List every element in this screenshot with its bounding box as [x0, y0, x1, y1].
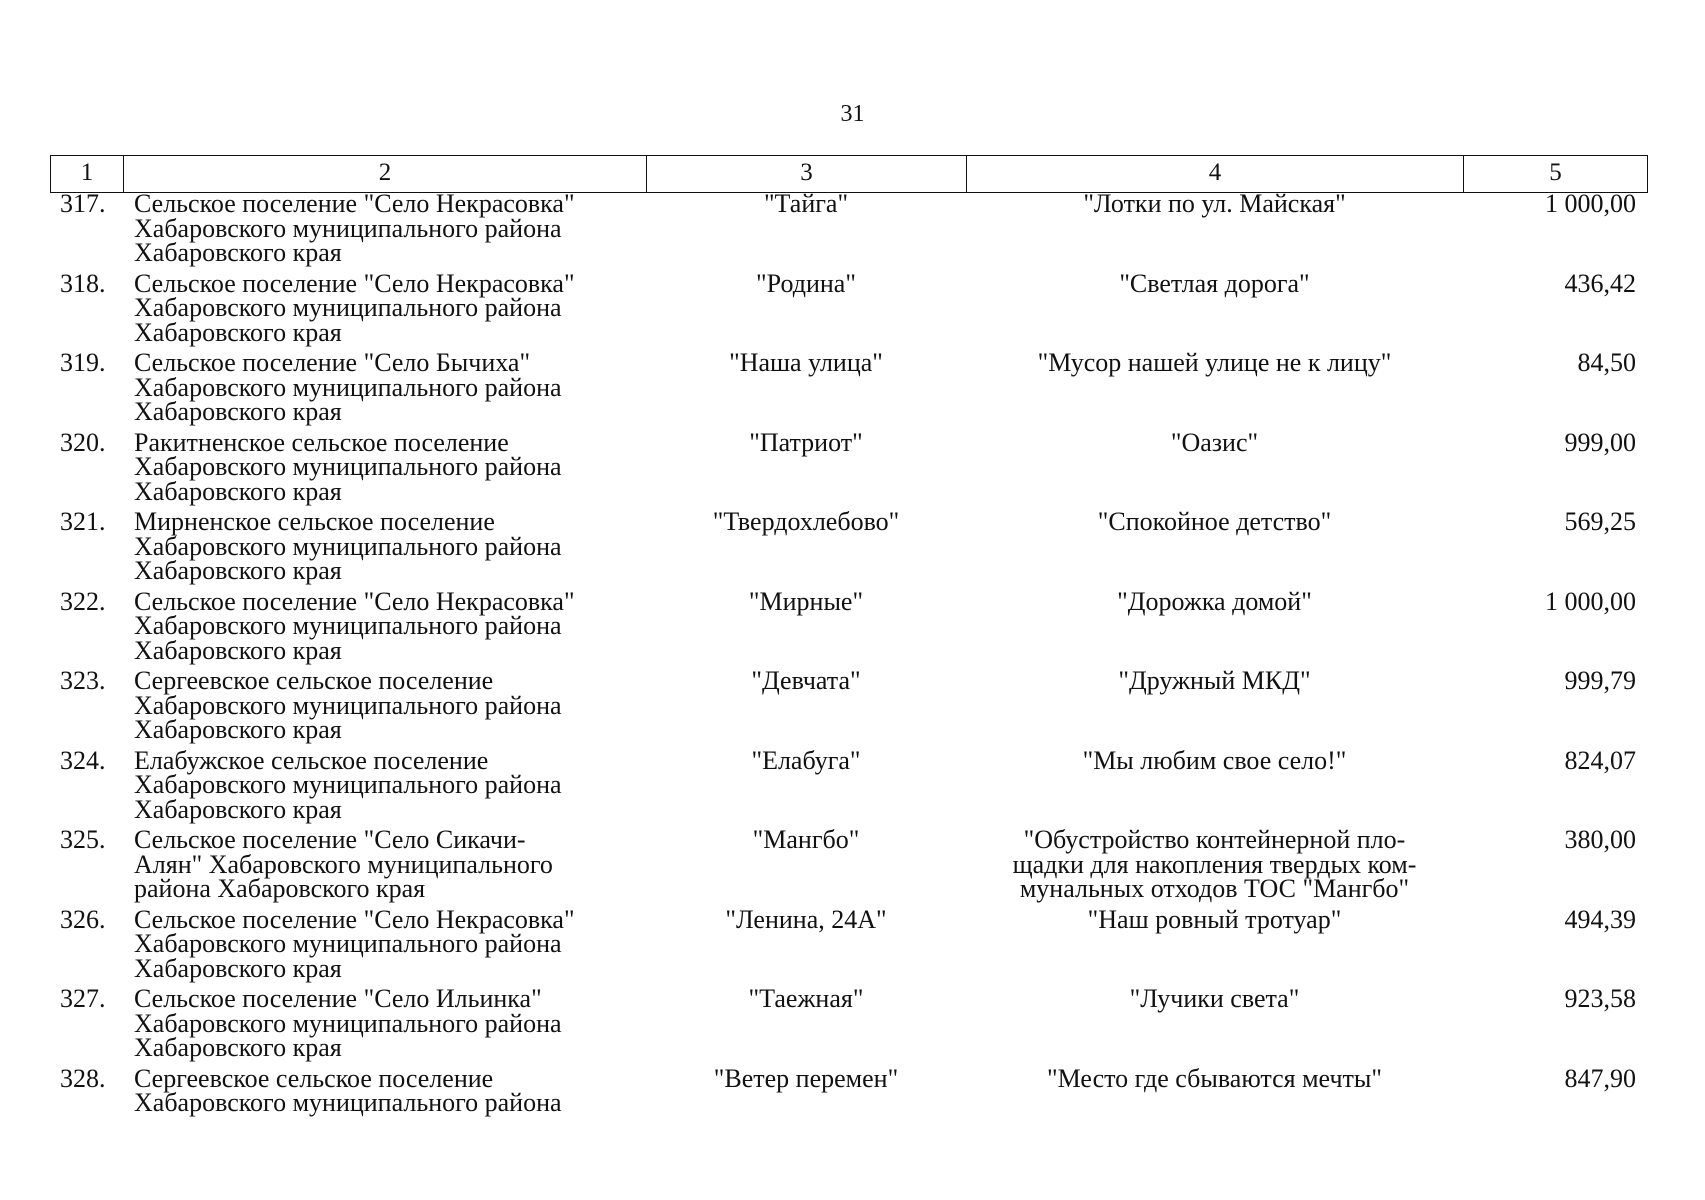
row-number: 327. — [60, 984, 106, 1013]
amount: 923,58 — [1564, 984, 1636, 1013]
settlement-name: Мирненское сельское поселение Хабаровского муниципального района Хабаровского края — [134, 507, 562, 585]
tos-name: "Твердохлебово" — [712, 507, 900, 536]
header-col-4: 4 — [967, 156, 1464, 192]
amount: 1 000,00 — [1545, 586, 1636, 616]
header-col-3: 3 — [647, 156, 967, 192]
amount: 569,25 — [1564, 507, 1636, 536]
table-body — [50, 189, 1648, 1146]
amount: 380,00 — [1564, 825, 1636, 854]
table-header — [50, 155, 1648, 193]
amount: 999,00 — [1564, 427, 1636, 457]
project-name: "Дружный МКД" — [1118, 666, 1311, 695]
project-name: "Обустройство контейнерной пло- щадки для накопления твердых ком- мунальных отходов ТОС "Мангбо" — [1012, 825, 1417, 903]
project-name: "Мусор нашей улице не к лицу" — [1037, 348, 1392, 377]
project-name: "Лотки по ул. Майская" — [1083, 189, 1346, 218]
project-name: "Мы любим свое село!" — [1082, 745, 1347, 775]
row-number: 323. — [60, 666, 106, 695]
header-col-1: 1 — [51, 156, 124, 192]
settlement-name: Сергеевское сельское поселение Хабаровского муниципального района Хабаровского края — [134, 666, 562, 744]
project-name: "Дорожка домой" — [1117, 586, 1312, 616]
tos-name: "Ленина, 24А" — [725, 904, 887, 934]
project-name: "Лучики света" — [1129, 984, 1300, 1013]
settlement-name: Сельское поселение "Село Некрасовка" Хабаровского муниципального района Хабаровского края — [134, 268, 575, 347]
project-name: "Наш ровный тротуар" — [1087, 904, 1342, 934]
tos-name: "Девчата" — [751, 666, 861, 695]
row-number: 322. — [60, 586, 106, 616]
project-name: "Оазис" — [1170, 427, 1259, 457]
header-col-2: 2 — [124, 156, 647, 192]
tos-name: "Патриот" — [749, 427, 863, 457]
amount: 494,39 — [1564, 904, 1636, 934]
table-row — [50, 586, 1648, 670]
table-row — [50, 189, 1648, 272]
row-number: 321. — [60, 507, 106, 536]
row-number: 318. — [60, 268, 106, 298]
table-row — [50, 984, 1648, 1067]
table-row — [50, 666, 1648, 749]
header-col-5: 5 — [1549, 159, 1562, 186]
settlement-name: Сельское поселение "Село Некрасовка" Хабаровского муниципального района Хабаровского края — [134, 586, 575, 665]
settlement-name: Елабужское сельское поселение Хабаровского муниципального района Хабаровского края — [134, 745, 562, 824]
tos-name: "Мангбо" — [752, 825, 860, 854]
project-name: "Место где сбываются мечты" — [1047, 1063, 1382, 1093]
amount: 1 000,00 — [1545, 189, 1636, 218]
amount: 84,50 — [1577, 348, 1636, 377]
project-name: "Светлая дорога" — [1119, 268, 1310, 298]
tos-name: "Мирные" — [748, 586, 864, 616]
settlement-name: Сельское поселение "Село Некрасовка" Хабаровского муниципального района Хабаровского края — [134, 904, 575, 983]
project-name: "Спокойное детство" — [1097, 507, 1332, 536]
table-row — [50, 1063, 1648, 1147]
table-row — [50, 825, 1648, 908]
row-number: 324. — [60, 745, 106, 775]
table-row — [50, 348, 1648, 431]
settlement-name: Ракитненское сельское поселение Хабаровского муниципального района Хабаровского края — [134, 427, 562, 506]
row-number: 320. — [60, 427, 106, 457]
table-row — [50, 507, 1648, 590]
table-row — [50, 745, 1648, 829]
amount: 847,90 — [1564, 1063, 1636, 1093]
amount: 824,07 — [1564, 745, 1636, 775]
tos-name: "Тайга" — [763, 189, 849, 218]
row-number: 328. — [60, 1063, 106, 1093]
amount: 436,42 — [1564, 268, 1636, 298]
tos-name: "Елабуга" — [751, 745, 861, 775]
table-row — [50, 904, 1648, 988]
settlement-name: Сельское поселение "Село Сикачи- Алян" Хабаровского муниципального района Хабаровского края — [134, 825, 553, 903]
row-number: 326. — [60, 904, 106, 934]
settlement-name: Сельское поселение "Село Некрасовка" Хабаровского муниципального района Хабаровского края — [134, 189, 575, 267]
table-row — [50, 268, 1648, 352]
table-row — [50, 427, 1648, 511]
settlement-name: Сельское поселение "Село Бычиха" Хабаровского муниципального района Хабаровского края — [134, 348, 562, 426]
row-number: 317. — [60, 189, 106, 218]
settlement-name: Сергеевское сельское поселение Хабаровского муниципального района — [134, 1063, 562, 1117]
amount: 999,79 — [1564, 666, 1636, 695]
tos-name: "Родина" — [756, 268, 856, 298]
tos-name: "Наша улица" — [729, 348, 883, 377]
settlement-name: Сельское поселение "Село Ильинка" Хабаровского муниципального района Хабаровского края — [134, 984, 562, 1062]
page-number: 31 — [840, 101, 865, 127]
tos-name: "Ветер перемен" — [713, 1063, 899, 1093]
row-number: 325. — [60, 825, 106, 854]
tos-name: "Таежная" — [748, 984, 864, 1013]
row-number: 319. — [60, 348, 106, 377]
